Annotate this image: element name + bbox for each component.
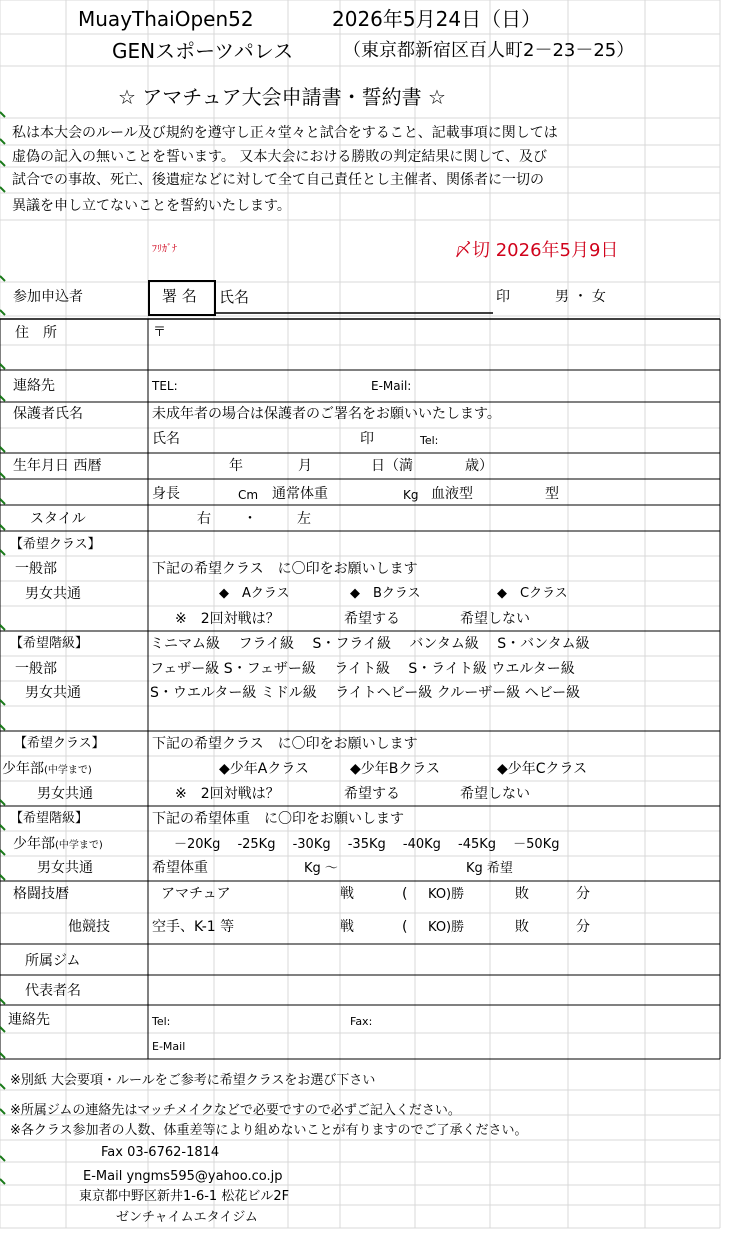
guardian-label: 保護者氏名 — [13, 406, 83, 422]
style-dot: ・ — [243, 511, 257, 527]
postal-mark: 〒 — [153, 325, 167, 340]
general-weight-row-2[interactable]: フェザー級 S・フェザー級 ライト級 S・ライト級 ウエルター級 — [150, 661, 575, 677]
gym-contact-fax: Fax: — [350, 1015, 373, 1028]
record-other-draw: 分 — [576, 919, 590, 935]
blood-type-suffix: 型 — [545, 486, 559, 502]
junior-weight-to: Kg 希望 — [466, 861, 513, 876]
general-class-label: 【希望クラス】 — [10, 537, 101, 552]
general-class-division: 一般部 — [15, 561, 57, 577]
record-other-ko-win: KO)勝 — [428, 920, 465, 935]
cell-corner-marker — [0, 1084, 5, 1089]
note-1: ※別紙 大会要項・ルールをご参考に希望クラスをお選び下さい — [10, 1073, 376, 1088]
cell-corner-marker — [0, 1109, 5, 1114]
general-class-instruction: 下記の希望クラス に〇印をお願いします — [152, 561, 418, 577]
junior-desired-weight: 希望体重 — [152, 860, 208, 876]
general-weight-row-3[interactable]: S・ウエルター級 ミドル級 ライトヘビー級 クルーザー級 ヘビー級 — [150, 685, 581, 701]
representative-label: 代表者名 — [25, 983, 81, 999]
cell-corner-marker — [0, 725, 5, 730]
guardian-name-label: 氏名 — [152, 431, 180, 447]
junior-weight-options[interactable]: －20Kg -25Kg -30Kg -35Kg -40Kg -45Kg －50Kg — [174, 837, 560, 852]
cell-corner-marker — [0, 310, 5, 315]
birth-label: 生年月日 西暦 — [13, 458, 102, 474]
form-title: ☆ アマチュア大会申請書・誓約書 ☆ — [118, 85, 446, 109]
junior-rematch-no[interactable]: 希望しない — [460, 786, 530, 802]
record-amateur: アマチュア — [161, 886, 231, 902]
record-other-bouts: 戦 — [340, 919, 354, 935]
weight-unit: Kg — [403, 488, 419, 502]
style-right[interactable]: 右 — [197, 511, 211, 527]
junior-weight-from: Kg ～ — [304, 861, 338, 876]
applicant-gender[interactable]: 男 ・ 女 — [555, 289, 606, 305]
cell-corner-marker — [0, 625, 5, 630]
cell-corner-marker — [0, 447, 5, 452]
junior-class-instruction: 下記の希望クラス に〇印をお願いします — [152, 736, 418, 752]
contact-tel: TEL: — [152, 379, 178, 393]
cell-corner-marker — [0, 800, 5, 805]
junior-class-label: 【希望クラス】 — [14, 736, 105, 751]
junior-weight-label: 【希望階級】 — [10, 811, 89, 826]
junior-class-gender: 男女共通 — [37, 786, 93, 802]
cell-corner-marker — [0, 999, 5, 1004]
record-label: 格闘技暦 — [13, 886, 69, 902]
record-amateur-ko-win: KO)勝 — [428, 887, 465, 902]
birth-age: 歳） — [465, 458, 493, 474]
cell-corner-marker — [0, 364, 5, 369]
applicant-seal: 印 — [496, 289, 510, 305]
contact-label: 連絡先 — [13, 378, 55, 394]
junior-rematch-yes[interactable]: 希望する — [344, 786, 400, 802]
organizer-name: ゼンチャイムエタイジム — [116, 1210, 258, 1225]
record-other-paren: ( — [402, 919, 408, 935]
general-weight-label: 【希望階級】 — [10, 636, 89, 651]
guardian-seal: 印 — [360, 431, 374, 447]
cell-corner-marker — [0, 1053, 5, 1058]
cell-corner-marker — [0, 473, 5, 478]
general-rematch: ※ 2回対戦は？ — [175, 611, 280, 627]
general-weight-gender: 男女共通 — [25, 685, 81, 701]
applicant-name-label: 氏名 — [219, 288, 250, 306]
birth-day: 日（満 — [371, 458, 413, 474]
general-class-a[interactable]: ◆ Aクラス — [219, 586, 290, 601]
organizer-address: 東京都中野区新井1-6-1 松花ビル2F — [79, 1189, 290, 1204]
birth-month: 月 — [298, 458, 312, 474]
pledge-line-3: 試合での事故、死亡、後遺症などに対して全て自己責任とし主催者、関係者に一切の — [12, 172, 544, 188]
furigana-label: ﾌﾘｶﾞﾅ — [152, 244, 177, 255]
note-3: ※各クラス参加者の人数、体重差等により組めないことが有りますのでご了承ください。 — [10, 1123, 528, 1138]
record-amateur-paren: ( — [402, 886, 408, 902]
record-amateur-loss: 敗 — [515, 886, 529, 902]
gym-label: 所属ジム — [25, 953, 81, 969]
gym-contact-label: 連絡先 — [8, 1012, 50, 1028]
style-label: スタイル — [30, 511, 86, 527]
deadline: 〆切 2026年5月9日 — [454, 240, 619, 261]
record-other: 空手、K-1 等 — [152, 919, 235, 935]
cell-corner-marker — [0, 1027, 5, 1032]
cell-corner-marker — [0, 1156, 5, 1161]
general-rematch-yes[interactable]: 希望する — [344, 611, 400, 627]
cell-corner-marker — [0, 700, 5, 705]
gym-contact-email: E-Mail — [152, 1040, 186, 1053]
record-other-loss: 敗 — [515, 919, 529, 935]
guardian-tel: Tel: — [420, 434, 439, 447]
gym-contact-tel: Tel: — [152, 1015, 171, 1028]
cell-corner-marker — [0, 112, 5, 117]
cell-corner-marker — [0, 1179, 5, 1184]
general-weight-row-1[interactable]: ミニマム級 フライ級 S・フライ級 バンタム級 S・バンタム級 — [150, 636, 590, 652]
junior-weight-division: 少年部(中学まで) — [13, 836, 103, 852]
junior-class-a[interactable]: ◆少年Aクラス — [219, 761, 309, 777]
pledge-line-2: 虚偽の記入の無いことを誓います。 又本大会における勝敗の判定結果に関して、及び — [12, 149, 548, 165]
general-class-b[interactable]: ◆ Bクラス — [350, 586, 421, 601]
height-label: 身長 — [152, 486, 180, 502]
cell-corner-marker — [0, 187, 5, 192]
junior-weight-instruction: 下記の希望体重 に〇印をお願いします — [152, 811, 404, 827]
event-date: 2026年5月24日（日） — [332, 7, 542, 31]
cell-corner-marker — [0, 139, 5, 144]
cell-corner-marker — [0, 525, 5, 530]
junior-rematch: ※ 2回対戦は？ — [175, 786, 280, 802]
guardian-note: 未成年者の場合は保護者のご署名をお願いいたします。 — [152, 406, 501, 422]
signature-label: 署 名 — [162, 287, 197, 305]
organizer-fax: Fax 03-6762-1814 — [101, 1145, 220, 1160]
cell-corner-marker — [0, 161, 5, 166]
general-weight-division: 一般部 — [15, 661, 57, 677]
cell-corner-marker — [0, 276, 5, 281]
cell-corner-marker — [0, 825, 5, 830]
general-class-c[interactable]: ◆ Cクラス — [497, 586, 568, 601]
junior-class-b[interactable]: ◆少年Bクラス — [350, 761, 440, 777]
cell-corner-marker — [0, 499, 5, 504]
pledge-line-1: 私は本大会のルール及び規約を遵守し正々堂々と試合をすること、記載事項に関しては — [12, 125, 558, 141]
record-amateur-bouts: 戦 — [340, 886, 354, 902]
note-2: ※所属ジムの連絡先はマッチメイクなどで必要ですので必ずご記入ください。 — [10, 1103, 461, 1118]
applicant-label: 参加申込者 — [13, 289, 83, 305]
event-name: MuayThaiOpen52 — [78, 7, 254, 31]
blood-label: 血液型 — [431, 486, 473, 502]
venue-name: GENスポーツパレス — [112, 39, 294, 63]
birth-year: 年 — [229, 458, 243, 474]
junior-class-c[interactable]: ◆少年Cクラス — [497, 761, 588, 777]
weight-label: 通常体重 — [272, 486, 328, 502]
style-left[interactable]: 左 — [297, 511, 311, 527]
cell-corner-marker — [0, 550, 5, 555]
contact-email: E-Mail: — [371, 379, 412, 393]
junior-weight-gender: 男女共通 — [37, 860, 93, 876]
venue-address: （東京都新宿区百人町2－23－25） — [343, 40, 635, 61]
cell-corner-marker — [0, 875, 5, 880]
organizer-email: E-Mail yngms595@yahoo.co.jp — [83, 1169, 283, 1184]
pledge-line-4: 異議を申し立てないことを誓約いたします。 — [12, 198, 291, 214]
cell-corner-marker — [0, 850, 5, 855]
record-other-label: 他競技 — [68, 919, 110, 935]
height-unit: Cm — [238, 488, 259, 502]
address-label: 住 所 — [15, 325, 57, 341]
cell-corner-marker — [0, 396, 5, 401]
record-amateur-draw: 分 — [576, 886, 590, 902]
general-class-gender: 男女共通 — [25, 586, 81, 602]
junior-class-division: 少年部(中学まで) — [2, 761, 92, 777]
general-rematch-no[interactable]: 希望しない — [460, 611, 530, 627]
